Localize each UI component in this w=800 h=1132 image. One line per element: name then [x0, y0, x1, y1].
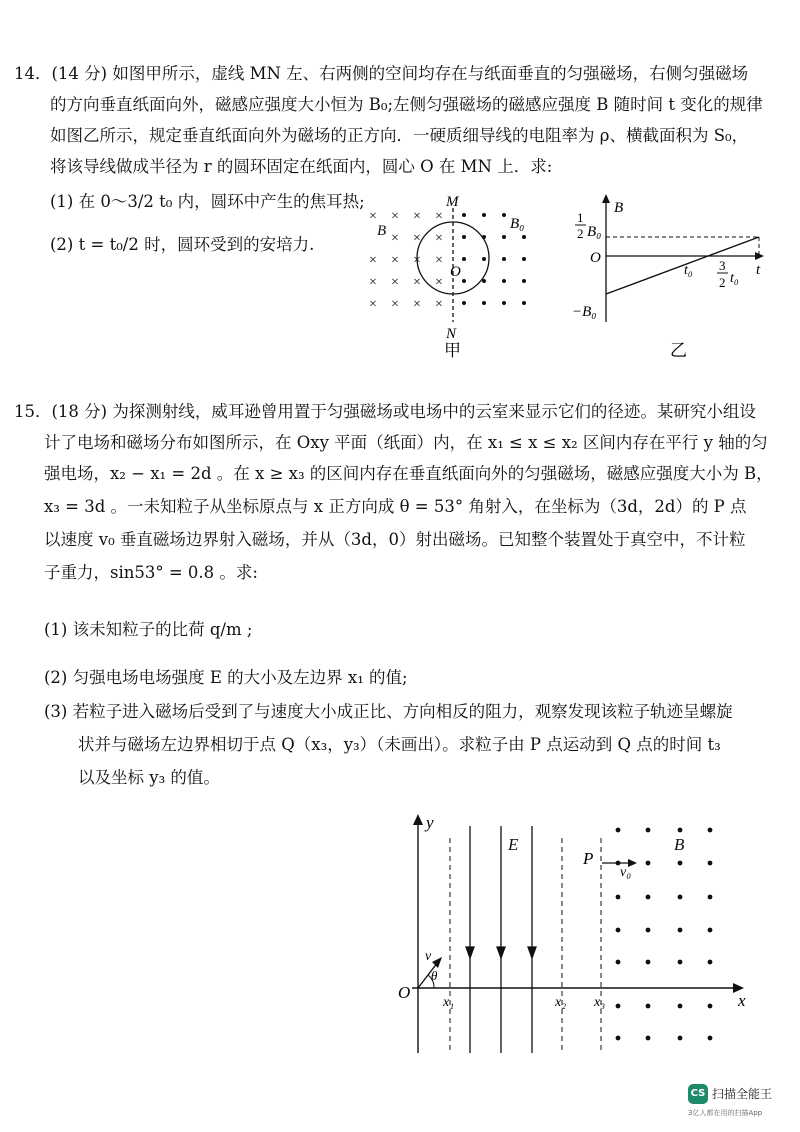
magnetic-field-dots — [616, 828, 713, 1041]
origin-label: O — [590, 250, 601, 266]
label-v0: v₀ — [620, 865, 632, 880]
q15-subquestion-3c: 以及坐标 y₃ 的值。 — [78, 768, 220, 787]
svg-text:×: × — [413, 253, 421, 268]
label-x2: x₂ — [555, 995, 567, 1010]
svg-text:×: × — [369, 253, 377, 268]
q15-line-1: 15．(18 分) 为探测射线，威耳逊曾用置于匀强磁场或电场中的云室来显示它们的径迹。某研究小组设 — [14, 402, 756, 421]
q14-line-1: 14．(14 分) 如图甲所示，虚线 MN 左、右两侧的空间均存在与纸面垂直的匀强磁场，右侧匀强磁场 — [14, 64, 749, 83]
y-axis-label: B — [614, 200, 624, 216]
label-v: v — [425, 949, 432, 964]
svg-text:×: × — [391, 231, 399, 246]
figure-q15 — [390, 808, 770, 1060]
svg-text:×: × — [435, 297, 443, 312]
q15-subquestion-1: (1) 该未知粒子的比荷 q/m ; — [44, 620, 253, 639]
scanner-app-slogan: 3亿人都在用的扫描App — [688, 1109, 763, 1117]
svg-text:×: × — [413, 275, 421, 290]
svg-text:×: × — [391, 275, 399, 290]
svg-text:×: × — [435, 231, 443, 246]
q14-line-3: 如图乙所示，规定垂直纸面向外为磁场的正方向．一硬质细导线的电阻率为 ρ、横截面积为 S₀， — [50, 126, 749, 145]
svg-text:×: × — [435, 209, 443, 224]
y-axis-arrow — [602, 194, 610, 203]
svg-text:t₀: t₀ — [730, 271, 739, 286]
y-tick-half-B0 — [575, 210, 601, 241]
y-tick-minus-B0: −B₀ — [572, 304, 597, 320]
svg-text:1: 1 — [577, 210, 584, 225]
svg-text:2: 2 — [577, 226, 584, 241]
q15-line-5: 以速度 v₀ 垂直磁场边界射入磁场，并从（3d，0）射出磁场。已知整个装置处于真空中，不计粒 — [44, 530, 746, 549]
figure-jia — [360, 190, 540, 360]
svg-text:×: × — [435, 253, 443, 268]
figure-yi-chart — [570, 190, 770, 360]
svg-text:×: × — [435, 275, 443, 290]
svg-text:B₀: B₀ — [587, 224, 602, 240]
q14-line-4: 将该导线做成半径为 r 的圆环固定在纸面内，圆心 O 在 MN 上．求: — [50, 157, 553, 176]
initial-velocity-arrowhead — [432, 957, 442, 968]
svg-text:×: × — [391, 253, 399, 268]
q14-subquestion-2: (2) t = t₀/2 时，圆环受到的安培力. — [50, 235, 315, 254]
svg-text:×: × — [413, 297, 421, 312]
x-tick-t0: t₀ — [684, 263, 693, 278]
label-theta: θ — [431, 968, 438, 983]
x-axis-label: t — [756, 262, 761, 278]
scanner-watermark — [688, 1084, 792, 1124]
q15-subquestion-3a: (3) 若粒子进入磁场后受到了与速度大小成正比、方向相反的阻力，观察发现该粒子轨迹呈螺旋 — [44, 702, 733, 721]
svg-text:3: 3 — [719, 258, 726, 273]
svg-text:×: × — [391, 297, 399, 312]
q15-line-3: 强电场，x₂ − x₁ = 2d 。在 x ≥ x₃ 的区间内存在垂直纸面向外的匀强磁场，磁感应强度大小为 B， — [44, 464, 773, 483]
caption-yi: 乙 — [670, 341, 687, 360]
q15-line-6: 子重力，sin53° = 0.8 。求: — [44, 563, 258, 582]
svg-text:2: 2 — [719, 275, 726, 290]
svg-text:×: × — [369, 275, 377, 290]
y-axis-arrow — [413, 814, 423, 825]
label-y: y — [426, 813, 434, 832]
label-N: N — [446, 326, 457, 342]
label-x1: x₁ — [443, 995, 455, 1010]
svg-text:×: × — [369, 209, 377, 224]
svg-text:×: × — [413, 231, 421, 246]
q15-subquestion-3b: 状并与磁场左边界相切于点 Q（x₃，y₃）（未画出）。求粒子由 P 点运动到 Q 点的时间 t₃ — [78, 735, 721, 754]
label-B: B — [674, 835, 685, 854]
svg-text:×: × — [369, 297, 377, 312]
label-B0-right: B₀ — [510, 216, 525, 232]
electric-field-lines — [466, 826, 536, 1053]
label-B-left: B — [377, 223, 387, 239]
caption-jia: 甲 — [444, 341, 461, 360]
x-tick-three-halves-t0 — [717, 258, 739, 290]
svg-text:×: × — [391, 209, 399, 224]
label-x3: x₃ — [594, 995, 606, 1010]
q15-line-2: 计了电场和磁场分布如图所示，在 Oxy 平面（纸面）内，在 x₁ ≤ x ≤ x₂ 区间内存在平行 y 轴的匀 — [44, 433, 768, 452]
label-E: E — [508, 835, 519, 854]
label-M: M — [446, 194, 459, 210]
label-P: P — [583, 849, 594, 868]
q15-line-4: x₃ = 3d 。一未知粒子从坐标原点与 x 正方向成 θ = 53° 角射入，在坐标为（3d，2d）的 P 点 — [44, 497, 747, 516]
label-x: x — [738, 991, 746, 1010]
label-origin: O — [398, 983, 411, 1002]
label-O: O — [450, 264, 461, 280]
svg-text:×: × — [413, 209, 421, 224]
scanner-logo-icon: CS — [688, 1084, 708, 1104]
q14-subquestion-1: (1) 在 0～3/2 t₀ 内，圆环中产生的焦耳热; — [50, 192, 365, 211]
q15-subquestion-2: (2) 匀强电场电场强度 E 的大小及左边界 x₁ 的值; — [44, 668, 408, 687]
scanner-app-name: 扫描全能王 — [712, 1087, 773, 1101]
q14-line-2: 的方向垂直纸面向外，磁感应强度大小恒为 B₀;左侧匀强磁场的磁感应强度 B 随时间 t 变化的规律 — [50, 95, 763, 114]
